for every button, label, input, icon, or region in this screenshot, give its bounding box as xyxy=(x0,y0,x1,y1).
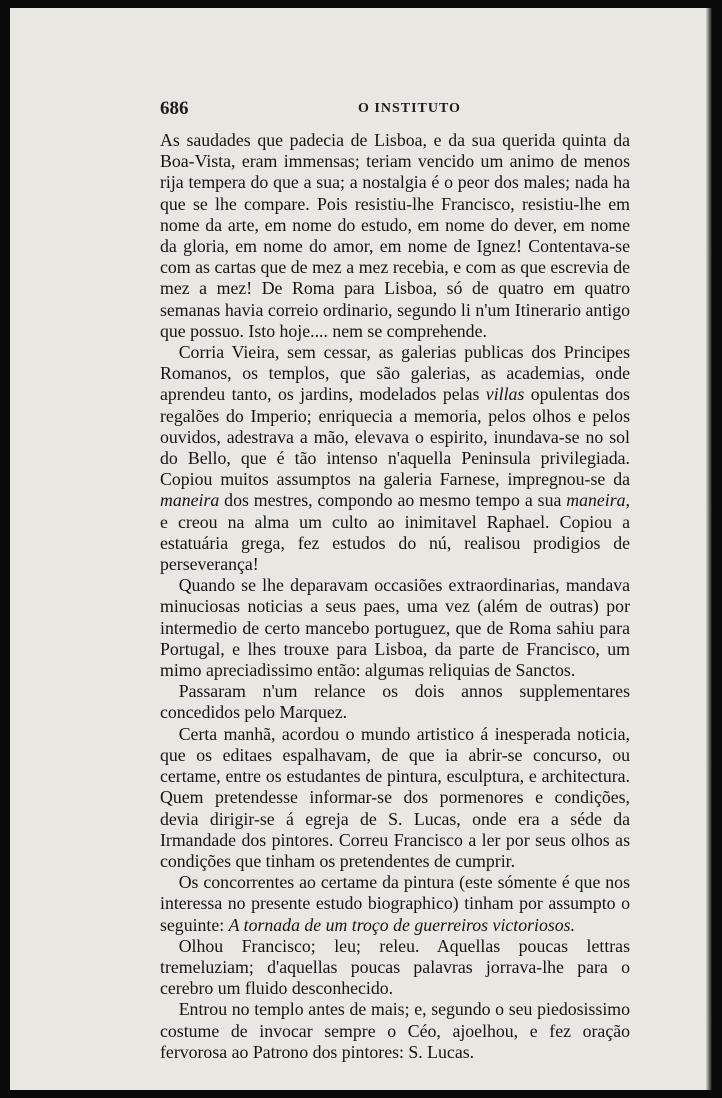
paragraph-2-text-a: Corria Vieira, sem cessar, as galerias publicas dos Principes Romanos, os templos, que são galerias, as academias, onde aprendeu tanto, os jardins, modelados pelas xyxy=(160,342,630,405)
book-page xyxy=(10,8,712,1090)
paragraph-6 xyxy=(160,872,630,936)
paragraph-2-text-d: e creou na alma um culto ao inimitavel Raphael. Copiou a estatuária grega, fez estudos do nú, realisou prodigios de perseverança! xyxy=(160,511,630,575)
italic-villas: villas xyxy=(485,384,525,405)
italic-maneira: maneira xyxy=(160,490,220,511)
body-text xyxy=(160,130,630,1063)
page-edge-shadow xyxy=(706,8,712,1090)
paragraph-3: Quando se lhe deparavam occasiões extraordinarias, mandava minuciosas noticias a seus paes, uma vez (além de outras) por intermedio de certo mancebo portuguez, que de Roma sahiu para Portugal, e lhes trouxe para Lisboa, da parte de Francisco, um mimo apreciadissimo então: algumas reliquias de Sanctos. xyxy=(160,575,630,681)
running-head xyxy=(160,98,640,122)
paragraph-6-text: Os concorrentes ao certame da pintura (este sómente é que nos interessa no presente estudo biographico) tinham por assumpto o seguinte: xyxy=(160,872,630,935)
running-title: O INSTITUTO xyxy=(358,101,461,116)
paragraph-5: Certa manhã, acordou o mundo artistico á inesperada noticia, que os editaes espalhavam, de que ia abrir-se concurso, ou certame, entre os estudantes de pintura, esculptura, e architectura. Quem pretendesse informar-se dos pormenores e condições, devia dirigir-se á egreja de S. Lucas, onde era a séde da Irmandade dos pintores. Correu Francisco a ler por seus olhos as condições que tinham os pretendentes de cumprir. xyxy=(160,723,630,871)
paragraph-8: Entrou no templo antes de mais; e, segundo o seu piedosissimo costume de invocar sempre o Céo, ajoelhou, e fez oração fervorosa ao Patrono dos pintores: S. Lucas. xyxy=(160,999,630,1062)
paragraph-1: As saudades que padecia de Lisboa, e da sua querida quinta da Boa-Vista, eram immensas; teriam vencido um animo de menos rija tempera do que a sua; a nostalgia é o peor dos males; nada ha que se lhe compare. Pois resistiu-lhe Francisco, resistiu-lhe em nome da arte, em nome do estudo, em nome do dever, em nome da gloria, em nome do amor, em nome de Ignez! Contentava-se com as cartas que de mez a mez recebia, e com as que escrevia de mez a mez! De Roma para Lisboa, só de quatro em quatro semanas havia correio ordinario, segundo li n'um Itinerario antigo que possuo. Isto hoje.... nem se comprehende. xyxy=(160,130,630,341)
italic-subject-title: A tornada de um troço de guerreiros victoriosos. xyxy=(228,914,576,935)
paragraph-7: Olhou Francisco; leu; releu. Aquellas poucas lettras tremeluziam; d'aquellas poucas palavras jorrava-lhe para o cerebro um fluido desconhecido. xyxy=(160,935,630,999)
paragraph-2 xyxy=(160,342,630,575)
paragraph-2-text-b: opulentas dos regalões do Imperio; enriquecia a memoria, pelos olhos e pelos ouvidos, adestrava a mão, elevava o espirito, inundava-se no sol do Bello, que é tão intenso n'aquella Peninsula privilegiada. Copiou muitos assumptos na galeria Farnese, impregnou-se da xyxy=(160,384,630,490)
page-number: 686 xyxy=(160,98,189,119)
paragraph-4: Passaram n'um relance os dois annos supplementares concedidos pelo Marquez. xyxy=(160,681,630,723)
italic-maneira-2: maneira, xyxy=(566,490,630,511)
paragraph-2-text-c: dos mestres, compondo ao mesmo tempo a sua xyxy=(219,490,567,511)
